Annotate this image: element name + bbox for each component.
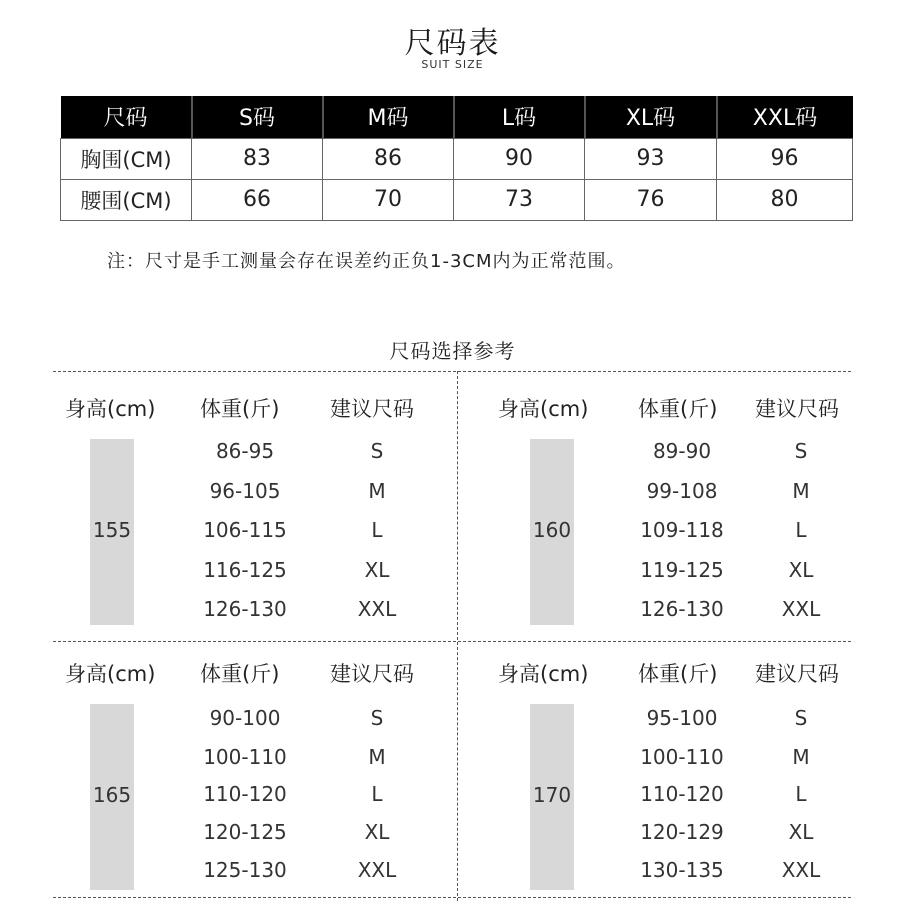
column-header: L码 xyxy=(454,96,585,138)
row-label: 腰围(CM) xyxy=(61,179,192,220)
row-label: 胸围(CM) xyxy=(61,138,192,179)
table-row-waist xyxy=(61,179,853,220)
recommended-size: M xyxy=(368,479,386,503)
size-chart-header-row xyxy=(61,96,853,138)
recommended-size: XL xyxy=(788,558,814,582)
weight-range: 126-130 xyxy=(640,597,724,621)
height-header: 身高(cm) xyxy=(65,397,156,421)
column-header: M码 xyxy=(323,96,454,138)
weight-range: 120-125 xyxy=(203,820,287,844)
table-cell: 83 xyxy=(192,138,323,179)
weight-range: 96-105 xyxy=(209,479,281,503)
recommended-size: S xyxy=(370,706,384,730)
weight-range: 126-130 xyxy=(203,597,287,621)
weight-range: 100-110 xyxy=(203,745,287,769)
recommended-size: M xyxy=(792,745,810,769)
size-reference-group xyxy=(55,371,453,633)
weight-header: 体重(斤) xyxy=(200,397,280,421)
weight-range: 116-125 xyxy=(203,558,287,582)
recommended-size: M xyxy=(792,479,810,503)
weight-header: 体重(斤) xyxy=(200,662,280,686)
recommended-size: M xyxy=(368,745,386,769)
weight-range: 119-125 xyxy=(640,558,724,582)
recommended-size: XL xyxy=(788,820,814,844)
recommended-size: L xyxy=(371,518,383,542)
size-reference-group xyxy=(495,371,893,633)
table-cell: 70 xyxy=(323,179,454,220)
table-cell: 96 xyxy=(717,138,853,179)
height-value: 160 xyxy=(532,518,572,542)
column-header: 尺码 xyxy=(61,96,192,138)
size-header: 建议尺码 xyxy=(755,397,839,421)
recommended-size: XXL xyxy=(357,597,397,621)
measurement-note: 注：尺寸是手工测量会存在误差约正负1-3CM内为正常范围。 xyxy=(107,251,626,272)
height-header: 身高(cm) xyxy=(65,662,156,686)
height-value: 165 xyxy=(92,783,132,807)
recommended-size: XXL xyxy=(781,858,821,882)
size-chart-table xyxy=(60,96,853,221)
height-header: 身高(cm) xyxy=(498,662,589,686)
recommended-size: XL xyxy=(364,820,390,844)
table-cell: 80 xyxy=(717,179,853,220)
recommended-size: S xyxy=(794,439,808,463)
size-header: 建议尺码 xyxy=(330,662,414,686)
height-header: 身高(cm) xyxy=(498,397,589,421)
page-title: 尺码表 xyxy=(404,26,501,61)
recommended-size: XXL xyxy=(357,858,397,882)
divider-vertical xyxy=(457,371,458,901)
reference-title: 尺码选择参考 xyxy=(389,339,516,363)
table-cell: 93 xyxy=(585,138,717,179)
recommended-size: S xyxy=(370,439,384,463)
weight-range: 100-110 xyxy=(640,745,724,769)
weight-range: 110-120 xyxy=(640,782,724,806)
size-reference-group xyxy=(495,636,893,898)
weight-range: 95-100 xyxy=(646,706,718,730)
height-value: 155 xyxy=(92,518,132,542)
column-header: XL码 xyxy=(585,96,717,138)
weight-range: 109-118 xyxy=(640,518,724,542)
weight-range: 89-90 xyxy=(652,439,712,463)
weight-range: 110-120 xyxy=(203,782,287,806)
recommended-size: L xyxy=(371,782,383,806)
weight-range: 90-100 xyxy=(209,706,281,730)
column-header: S码 xyxy=(192,96,323,138)
height-value: 170 xyxy=(532,783,572,807)
table-cell: 86 xyxy=(323,138,454,179)
table-cell: 90 xyxy=(454,138,585,179)
weight-range: 99-108 xyxy=(646,479,718,503)
weight-range: 106-115 xyxy=(203,518,287,542)
table-cell: 66 xyxy=(192,179,323,220)
recommended-size: S xyxy=(794,706,808,730)
page-subtitle: SUIT SIZE xyxy=(421,58,484,71)
table-cell: 76 xyxy=(585,179,717,220)
size-header: 建议尺码 xyxy=(755,662,839,686)
weight-range: 130-135 xyxy=(640,858,724,882)
weight-range: 125-130 xyxy=(203,858,287,882)
recommended-size: XL xyxy=(364,558,390,582)
recommended-size: XXL xyxy=(781,597,821,621)
weight-header: 体重(斤) xyxy=(638,397,718,421)
column-header: XXL码 xyxy=(717,96,853,138)
size-header: 建议尺码 xyxy=(330,397,414,421)
recommended-size: L xyxy=(795,518,807,542)
weight-header: 体重(斤) xyxy=(638,662,718,686)
recommended-size: L xyxy=(795,782,807,806)
table-cell: 73 xyxy=(454,179,585,220)
weight-range: 120-129 xyxy=(640,820,724,844)
size-reference-group xyxy=(55,636,453,898)
weight-range: 86-95 xyxy=(215,439,275,463)
table-row-chest xyxy=(61,138,853,179)
